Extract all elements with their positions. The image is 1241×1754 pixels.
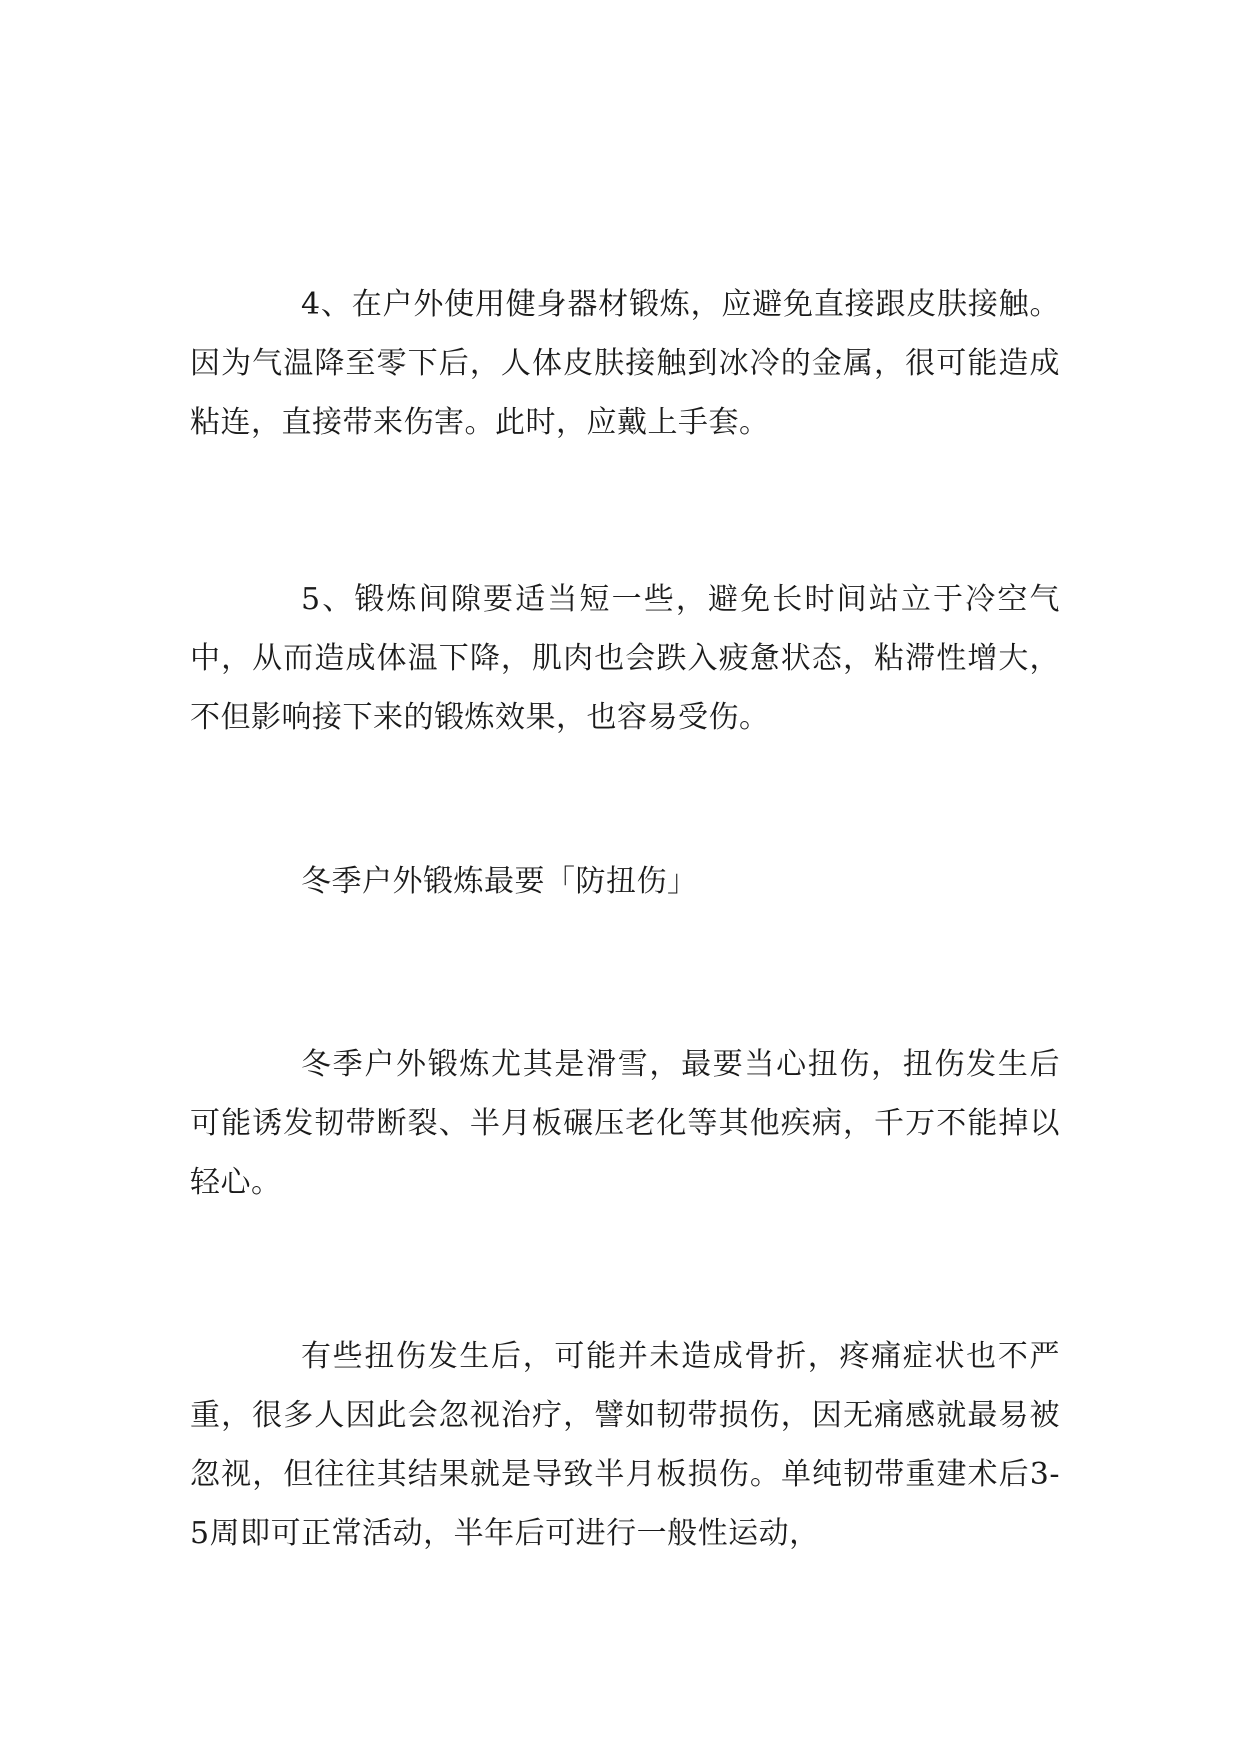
paragraph-equipment-contact: 4、在户外使用健身器材锻炼，应避免直接跟皮肤接触。因为气温降至零下后，人体皮肤接触到冰冷的金属，很可能造成粘连，直接带来伤害。此时，应戴上手套。 [190, 287, 1060, 440]
paragraph-rest-intervals: 5、锻炼间隙要适当短一些，避免长时间站立于冷空气中，从而造成体温下降，肌肉也会跌入疲惫状态，粘滞性增大，不但影响接下来的锻炼效果，也容易受伤。 [190, 582, 1060, 735]
paragraph-ligament-injury: 有些扭伤发生后，可能并未造成骨折，疼痛症状也不严重，很多人因此会忽视治疗，譬如韧带损伤，因无痛感就最易被忽视，但往往其结果就是导致半月板损伤。单纯韧带重建术后3-5周即可正常活动，半年后可进行一般性运动， [190, 1339, 1060, 1551]
paragraph-sprain-warning: 冬季户外锻炼尤其是滑雪，最要当心扭伤，扭伤发生后可能诱发韧带断裂、半月板碾压老化等其他疾病，千万不能掉以轻心。 [190, 1047, 1060, 1200]
section-heading: 冬季户外锻炼最要「防扭伤」 [301, 864, 698, 899]
